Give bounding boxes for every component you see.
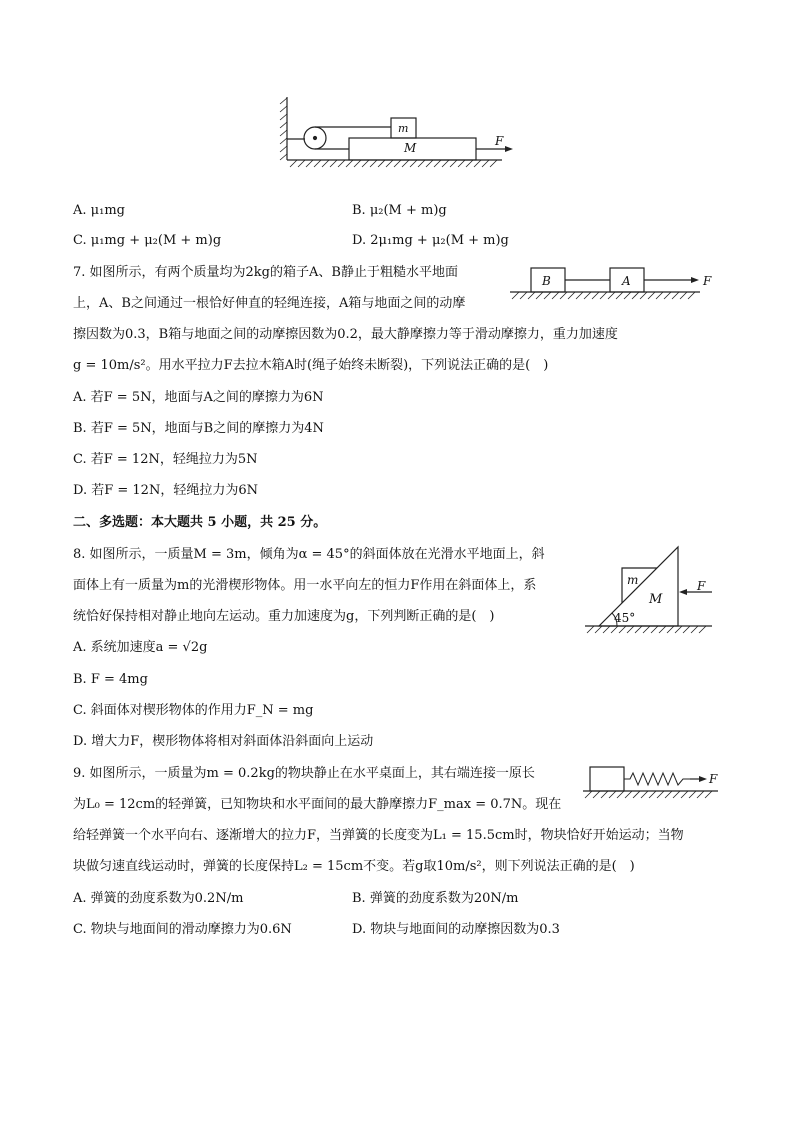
q9-stem-line-1: 9. 如图所示，一质量为m = 0.2kg的物块静止在水平桌面上，其右端连接一原长 xyxy=(73,766,535,781)
q8-stem-line-2: 面体上有一质量为m的光滑楔形物体。用一水平向左的恒力F作用在斜面体上，系 xyxy=(73,578,537,593)
q9-floor xyxy=(583,791,718,798)
q7-label-F: F xyxy=(703,274,712,288)
q9-label-F: F xyxy=(709,772,718,786)
q9-option-c: C. 物块与地面间的滑动摩擦力为0.6N xyxy=(73,922,292,937)
q6-option-d: D. 2μ₁mg + μ₂(M + m)g xyxy=(352,233,509,248)
q8-label-M: M xyxy=(649,592,663,607)
box-A xyxy=(610,268,644,292)
label-M: M xyxy=(404,141,417,155)
q9-option-d: D. 物块与地面间的动摩擦因数为0.3 xyxy=(352,922,560,937)
q9-stem-line-3: 给轻弹簧一个水平向右、逐渐增大的拉力F，当弹簧的长度变为L₁ = 15.5cm时，物块恰好开始运动；当物 xyxy=(73,828,684,843)
angle-arc xyxy=(612,613,617,626)
box-B xyxy=(531,268,565,292)
wall-and-floor xyxy=(280,97,502,167)
q8-option-a: A. 系统加速度a = √2g xyxy=(73,640,208,655)
q8-force-arrow xyxy=(679,589,712,595)
q7-stem-line-1: 7. 如图所示，有两个质量均为2kg的箱子A、B静止于粗糙水平地面 xyxy=(73,265,458,280)
q8-label-F: F xyxy=(697,579,706,593)
wedge-m xyxy=(622,568,657,603)
q8-option-d: D. 增大力F，楔形物体将相对斜面体沿斜面向上运动 xyxy=(73,734,374,749)
q7-stem-line-2: 上，A、B之间通过一根恰好伸直的轻绳连接，A箱与地面之间的动摩 xyxy=(73,296,466,311)
section-heading-multiple-choice: 二、多选题：本大题共 5 小题，共 25 分。 xyxy=(73,515,327,530)
q6-option-a: A. μ₁mg xyxy=(73,203,125,218)
q9-stem-line-2: 为L₀ = 12cm的轻弹簧，已知物块和水平面间的最大静摩擦力F_max = 0.7N。现在 xyxy=(73,797,562,812)
q9-option-b: B. 弹簧的劲度系数为20N/m xyxy=(352,891,519,906)
spring xyxy=(624,773,690,785)
q8-label-m: m xyxy=(627,573,639,587)
q8-floor xyxy=(585,626,712,633)
q8-stem-line-3: 统恰好保持相对静止地向左运动。重力加速度为g，下列判断正确的是( ) xyxy=(73,609,495,624)
q6-option-b: B. μ₂(M + m)g xyxy=(352,203,447,218)
q7-stem-line-4: g = 10m/s²。用水平拉力F去拉木箱A时(绳子始终未断裂)，下列说法正确的是( ) xyxy=(73,358,549,373)
q7-floor xyxy=(510,292,700,299)
q8-option-b: B. F = 4mg xyxy=(73,672,148,687)
force-arrow-F xyxy=(476,146,513,152)
q7-label-B: B xyxy=(542,274,551,288)
q7-label-A: A xyxy=(622,274,631,288)
q7-force-arrow xyxy=(644,277,699,283)
q7-option-c: C. 若F = 12N，轻绳拉力为5N xyxy=(73,452,258,467)
q9-force-arrow xyxy=(690,776,707,782)
q7-option-d: D. 若F = 12N，轻绳拉力为6N xyxy=(73,483,258,498)
incline-M xyxy=(599,547,678,626)
q7-stem-line-3: 擦因数为0.3，B箱与地面之间的动摩擦因数为0.2，最大静摩擦力等于滑动摩擦力，重力加速度 xyxy=(73,327,618,342)
label-F: F xyxy=(495,134,504,148)
q7-option-a: A. 若F = 5N，地面与A之间的摩擦力为6N xyxy=(73,390,324,405)
q8-label-angle: 45° xyxy=(614,611,636,625)
q6-option-c: C. μ₁mg + μ₂(M + m)g xyxy=(73,233,222,248)
q9-option-a: A. 弹簧的劲度系数为0.2N/m xyxy=(73,891,244,906)
block-m xyxy=(391,118,416,138)
label-m: m xyxy=(398,122,409,135)
block-M xyxy=(349,138,476,160)
q7-option-b: B. 若F = 5N，地面与B之间的摩擦力为4N xyxy=(73,421,324,436)
q9-stem-line-4: 块做匀速直线运动时，弹簧的长度保持L₂ = 15cm不变。若g取10m/s²，则下列说法正确的是( ) xyxy=(73,859,635,874)
q8-stem-line-1: 8. 如图所示，一质量M = 3m，倾角为α = 45°的斜面体放在光滑水平地面上，斜 xyxy=(73,547,545,562)
q9-block xyxy=(590,767,624,791)
pulley xyxy=(287,127,391,149)
q8-option-c: C. 斜面体对楔形物体的作用力F_N = mg xyxy=(73,703,314,718)
